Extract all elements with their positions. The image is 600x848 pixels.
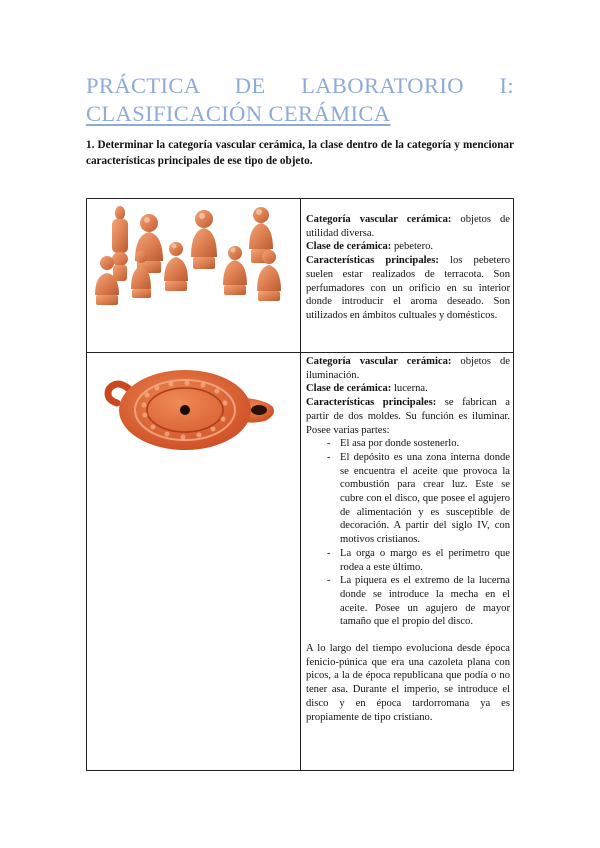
category-value: objetos de iluminación. [306,356,510,381]
category-value: objetos de utilidad diversa. [306,214,510,239]
oil-lamp-description [301,353,513,770]
class-label: Clase de cerámica: [306,241,392,253]
oil-lamp-image-cell [87,353,301,770]
category-line [306,355,510,382]
evolution-paragraph: A lo largo del tiempo evoluciona desde época fenicio-púnica que era una cazoleta plana con picos, a la de época republicana que podía o no tener asa. Durante el imperio, se introduce el disco y en época tardorromana ya es propiamente de tipo cristiano. [306,643,510,723]
title-line-1: PRÁCTICA DE LABORATORIO I: [86,73,514,98]
class-label: Clase de cerámica: [306,383,392,395]
incense-burners-image-cell [87,199,301,352]
category-label: Categoría vascular cerámica: [306,356,452,367]
features-value: los pebetero suelen estar realizados de terracota. Son perfumadores con un orificio en su interior donde introducir el aroma deseado. Son utilizados en ámbitos cultuales y domésticos. [306,255,510,321]
table-row [87,353,513,770]
class-value: pebetero. [391,241,434,253]
features-line [306,396,510,437]
class-line [306,382,510,396]
title-line-2: CLASIFICACIÓN CERÁMICA [86,101,391,126]
table-row [87,199,513,353]
category-line [306,213,510,240]
features-label: Características principales: [306,397,437,409]
terracotta-incense-burners-photo [87,199,300,352]
class-line [306,240,510,254]
features-value: se fabrican a partir de dos moldes. Su función es iluminar. Posee varias partes: [306,397,510,436]
lamp-parts-list [306,437,510,629]
page-title [86,72,514,128]
category-label: Categoría vascular cerámica: [306,214,452,225]
list-item: - La orga o margo es el perímetro que rodea a este último. [306,547,510,574]
paragraph-spacer [306,629,510,642]
features-line [306,254,510,323]
incense-burner-description [301,199,513,352]
features-label: Características principales: [306,255,439,267]
list-item: - El depósito es una zona interna donde se encuentra el aceite que provoca la combustión para crear luz. Este se cubre con el disco, que posee el agujero de alimentación y es susceptible de decoración. A partir del siglo IV, con motivos cristianos. [306,451,510,547]
list-item: - La piquera es el extremo de la lucerna donde se introduce la mecha en el aceite. Posee un agujero de mayor tamaño que el propio del disco. [306,574,510,629]
classification-table [86,198,514,771]
roman-oil-lamp-photo [87,355,300,465]
class-value: lucerna. [391,383,428,395]
question-text: 1. Determinar la categoría vascular cerámica, la clase dentro de la categoría y mencionar características principales de ese tipo de objeto. [86,139,514,167]
list-item: - El asa por donde sostenerlo. [306,437,510,451]
